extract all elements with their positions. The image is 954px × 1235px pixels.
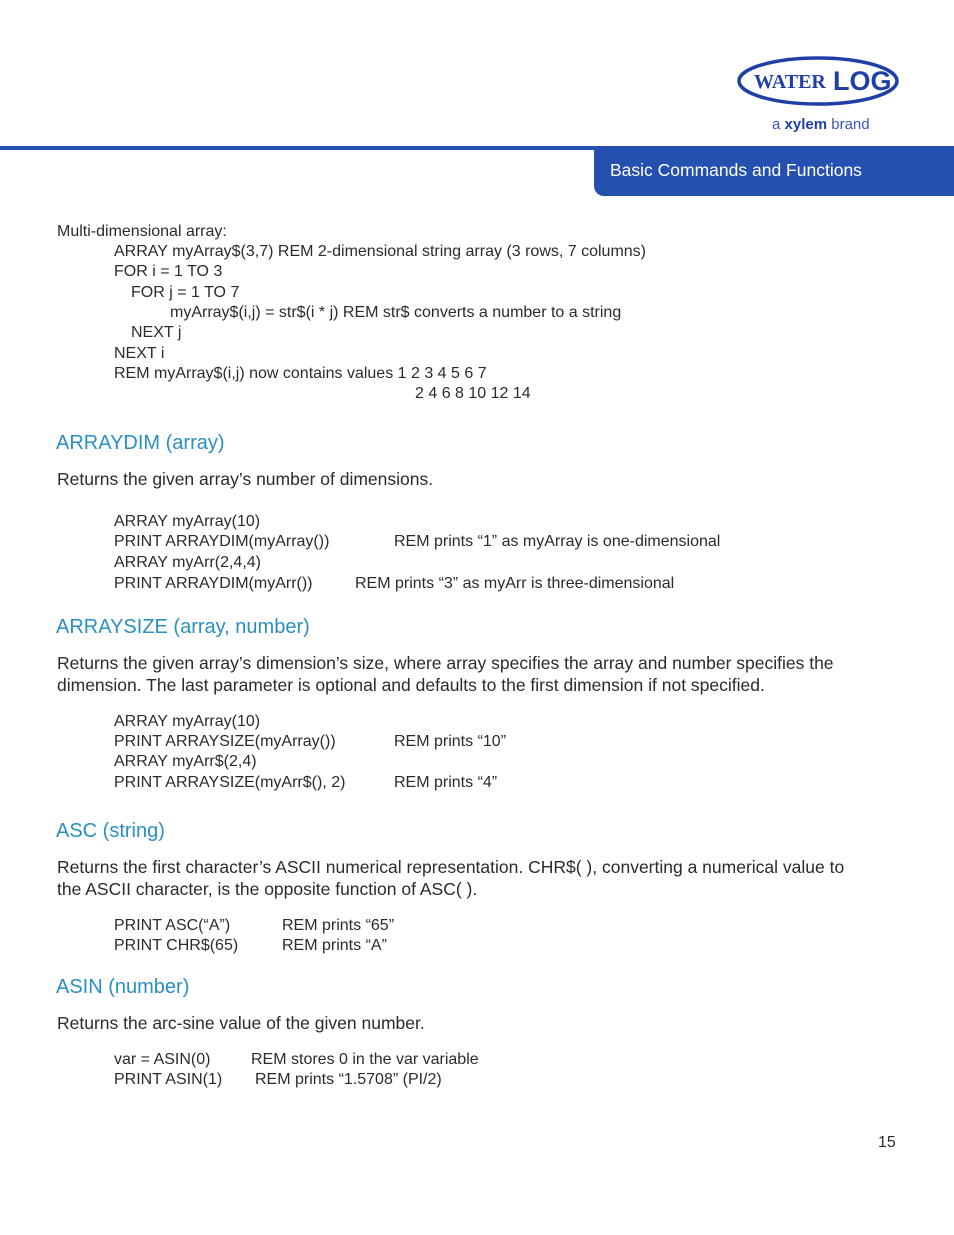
code-statement: ARRAY myArr$(2,4) — [114, 753, 257, 770]
code-line: myArray$(i,j) = str$(i * j) REM str$ converts a number to a string — [170, 304, 622, 321]
brand-name: xylem — [784, 116, 828, 133]
code-line: FOR i = 1 TO 3 — [114, 263, 223, 280]
code-line: FOR j = 1 TO 7 — [131, 284, 240, 301]
code-remark: REM prints “3” as myArr is three-dimensional — [355, 575, 675, 592]
code-statement: var = ASIN(0) — [114, 1051, 211, 1068]
code-statement: PRINT ARRAYDIM(myArray()) — [114, 533, 330, 550]
brand-tagline — [772, 116, 870, 133]
code-remark: REM prints “1.5708” (PI/2) — [255, 1071, 442, 1088]
code-remark: REM prints “4” — [394, 774, 498, 791]
code-line: ARRAY myArray$(3,7) REM 2-dimensional string array (3 rows, 7 columns) — [114, 243, 647, 260]
code-statement: ARRAY myArray(10) — [114, 713, 261, 730]
code-remark: REM prints “1” as myArray is one-dimensional — [394, 533, 721, 550]
brand-suffix: brand — [831, 116, 870, 133]
section-heading-arraysize: ARRAYSIZE (array, number) — [56, 616, 310, 638]
code-remark: REM prints “A” — [282, 937, 387, 954]
section-description: Returns the given array’s number of dimensions. — [57, 469, 434, 489]
section-tab — [594, 146, 954, 196]
code-remark: REM prints “65” — [282, 917, 395, 934]
section-heading-asin: ASIN (number) — [56, 976, 190, 998]
section-description: Returns the first character’s ASCII numerical representation. CHR$( ), converting a numerical value to the ASCII character, is the opposite function of ASC( ). — [57, 857, 845, 899]
section-description: Returns the arc-sine value of the given number. — [57, 1013, 425, 1033]
code-remark: REM stores 0 in the var variable — [251, 1051, 479, 1068]
logo-word-log: LOG — [833, 66, 892, 96]
code-statement: ARRAY myArray(10) — [114, 513, 261, 530]
waterlog-logo — [736, 55, 900, 107]
code-line: REM myArray$(i,j) now contains values 1 2 3 4 5 6 7 — [114, 365, 487, 382]
code-line: NEXT i — [114, 345, 165, 362]
section-heading-arraydim: ARRAYDIM (array) — [56, 432, 225, 454]
intro-label: Multi-dimensional array: — [57, 223, 227, 240]
code-statement: PRINT ARRAYDIM(myArr()) — [114, 575, 313, 592]
section-description: Returns the given array’s dimension’s size, where array specifies the array and number specifies the dimension. The last parameter is optional and defaults to the first dimension if not specified. — [57, 653, 834, 695]
page-number: 15 — [878, 1134, 896, 1151]
code-statement: PRINT ASC(“A”) — [114, 917, 231, 934]
code-line: NEXT j — [131, 324, 182, 341]
logo-word-water: WATER — [754, 71, 826, 93]
code-statement: PRINT ARRAYSIZE(myArray()) — [114, 733, 336, 750]
code-statement: PRINT CHR$(65) — [114, 937, 239, 954]
section-heading-asc: ASC (string) — [56, 820, 165, 842]
section-tab-title: Basic Commands and Functions — [610, 160, 862, 180]
code-line: 2 4 6 8 10 12 14 — [415, 385, 531, 402]
code-statement: ARRAY myArr(2,4,4) — [114, 554, 261, 571]
code-statement: PRINT ASIN(1) — [114, 1071, 223, 1088]
brand-prefix: a — [772, 116, 781, 133]
code-remark: REM prints “10” — [394, 733, 507, 750]
code-statement: PRINT ARRAYSIZE(myArr$(), 2) — [114, 774, 346, 791]
